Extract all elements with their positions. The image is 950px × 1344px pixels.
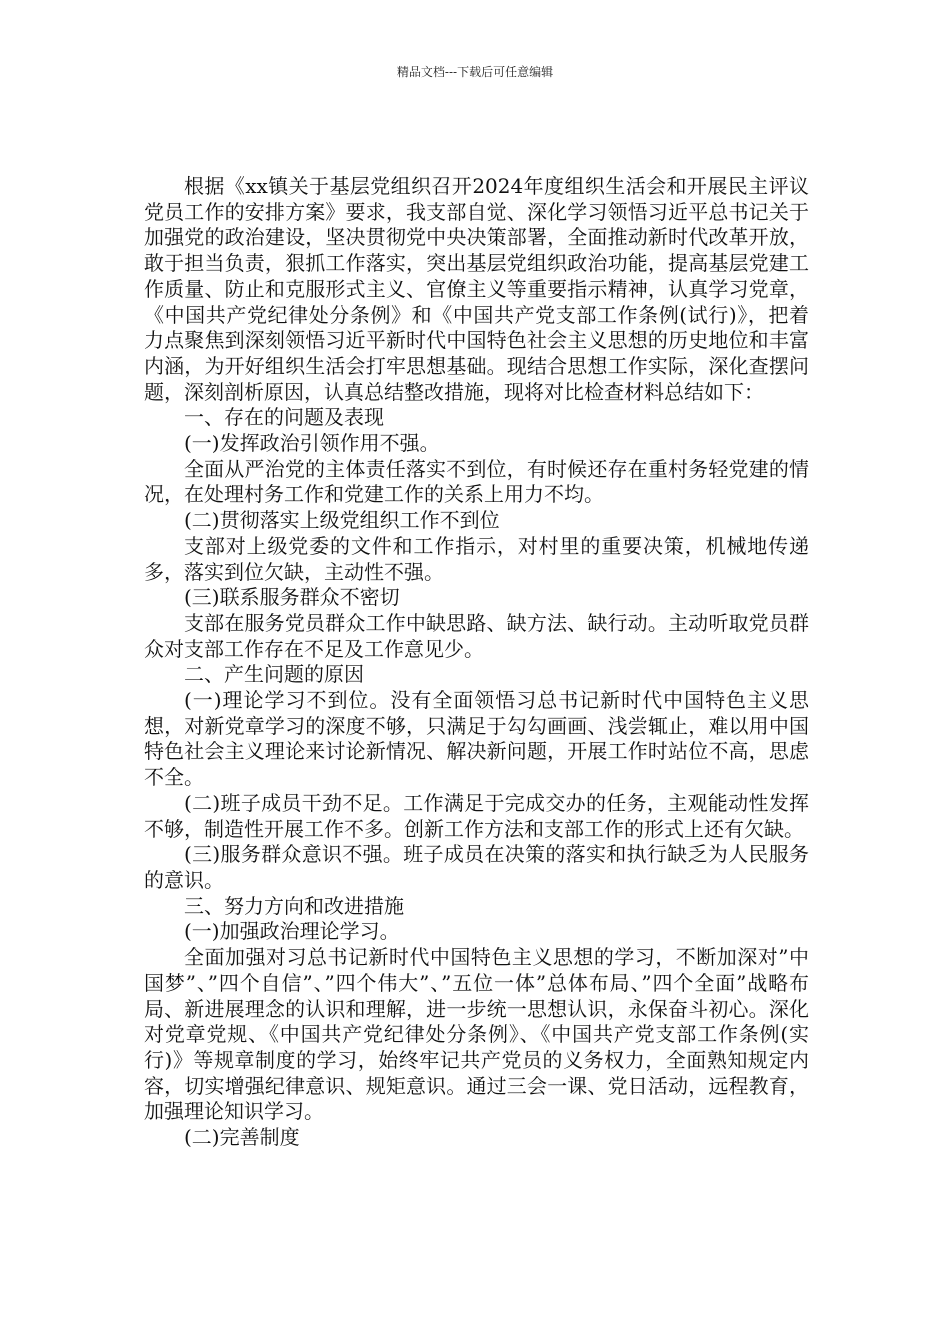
subheading-implementation: (二)贯彻落实上级党组织工作不到位 (184, 508, 500, 533)
page-header: 精品文档---下载后可任意编辑 (396, 65, 554, 79)
body-paragraph: 全面从严治党的主体责任落实不到位，有时候还存在重村务轻党建的情况，在处理村务工作和党建工作的关系上用力不均。 (144, 456, 809, 507)
body-paragraph: (二)班子成员干劲不足。工作满足于完成交办的任务，主观能动性发挥不够，制造性开展工作不多。创新工作方法和支部工作的形式上还有欠缺。 (144, 790, 809, 841)
section-heading-problems: 一、存在的问题及表现 (184, 405, 384, 430)
body-paragraph: 支部在服务党员群众工作中缺思路、缺方法、缺行动。主动听取党员群众对支部工作存在不足及工作意见少。 (144, 610, 809, 661)
body-paragraph: (一)理论学习不到位。没有全面领悟习总书记新时代中国特色主义思想，对新党章学习的深度不够，只满足于勾勾画画、浅尝辄止，难以用中国特色社会主义理论来讨论新情况、解决新问题，开展工作时站位不高，思虑不全。 (144, 688, 809, 790)
subheading-political-leadership: (一)发挥政治引领作用不强。 (184, 431, 440, 456)
subheading-improve-system: (二)完善制度 (184, 1125, 300, 1150)
body-paragraph: 支部对上级党委的文件和工作指示，对村里的重要决策，机械地传递多，落实到位欠缺，主动性不强。 (144, 533, 809, 584)
intro-paragraph: 根据《xx镇关于基层党组织召开2024年度组织生活会和开展民主评议党员工作的安排方案》要求，我支部自觉、深化学习领悟习近平总书记关于加强党的政治建设，坚决贯彻党中央决策部署，全面推动新时代改革开放，敢于担当负责，狠抓工作落实，突出基层党组织政治功能，提高基层党建工作质量、防止和克服形式主义、官僚主义等重要指示精神，认真学习党章，《中国共产党纪律处分条例》和《中国共产党支部工作条例(试行)》，把着力点聚焦到深刻领悟习近平新时代中国特色社会主义思想的历史地位和丰富内涵，为开好组织生活会打牢思想基础。现结合思想工作实际，深化查摆问题，深刻剖析原因，认真总结整改措施，现将对比检查材料总结如下： (144, 174, 809, 404)
section-heading-causes: 二、产生问题的原因 (184, 662, 364, 687)
section-heading-measures: 三、努力方向和改进措施 (184, 893, 404, 918)
body-paragraph: (三)服务群众意识不强。班子成员在决策的落实和执行缺乏为人民服务的意识。 (144, 842, 809, 892)
document-body (144, 174, 809, 1151)
subheading-theory-study: (一)加强政治理论学习。 (184, 919, 400, 944)
subheading-serving-masses: (三)联系服务群众不密切 (184, 585, 400, 610)
body-paragraph: 全面加强对习总书记新时代中国特色主义思想的学习，不断加深对”中国梦”、”四个自信”、”四个伟大”、”五位一体”总体布局、”四个全面”战略布局、新进展理念的认识和理解，进一步统一思想认识，永保奋斗初心。深化对党章党规、《中国共产党纪律处分条例》、《中国共产党支部工作条例(实行)》等规章制度的学习，始终牢记共产党员的义务权力，全面熟知规定内容，切实增强纪律意识、规矩意识。通过三会一课、党日活动，远程教育，加强理论知识学习。 (144, 945, 809, 1124)
